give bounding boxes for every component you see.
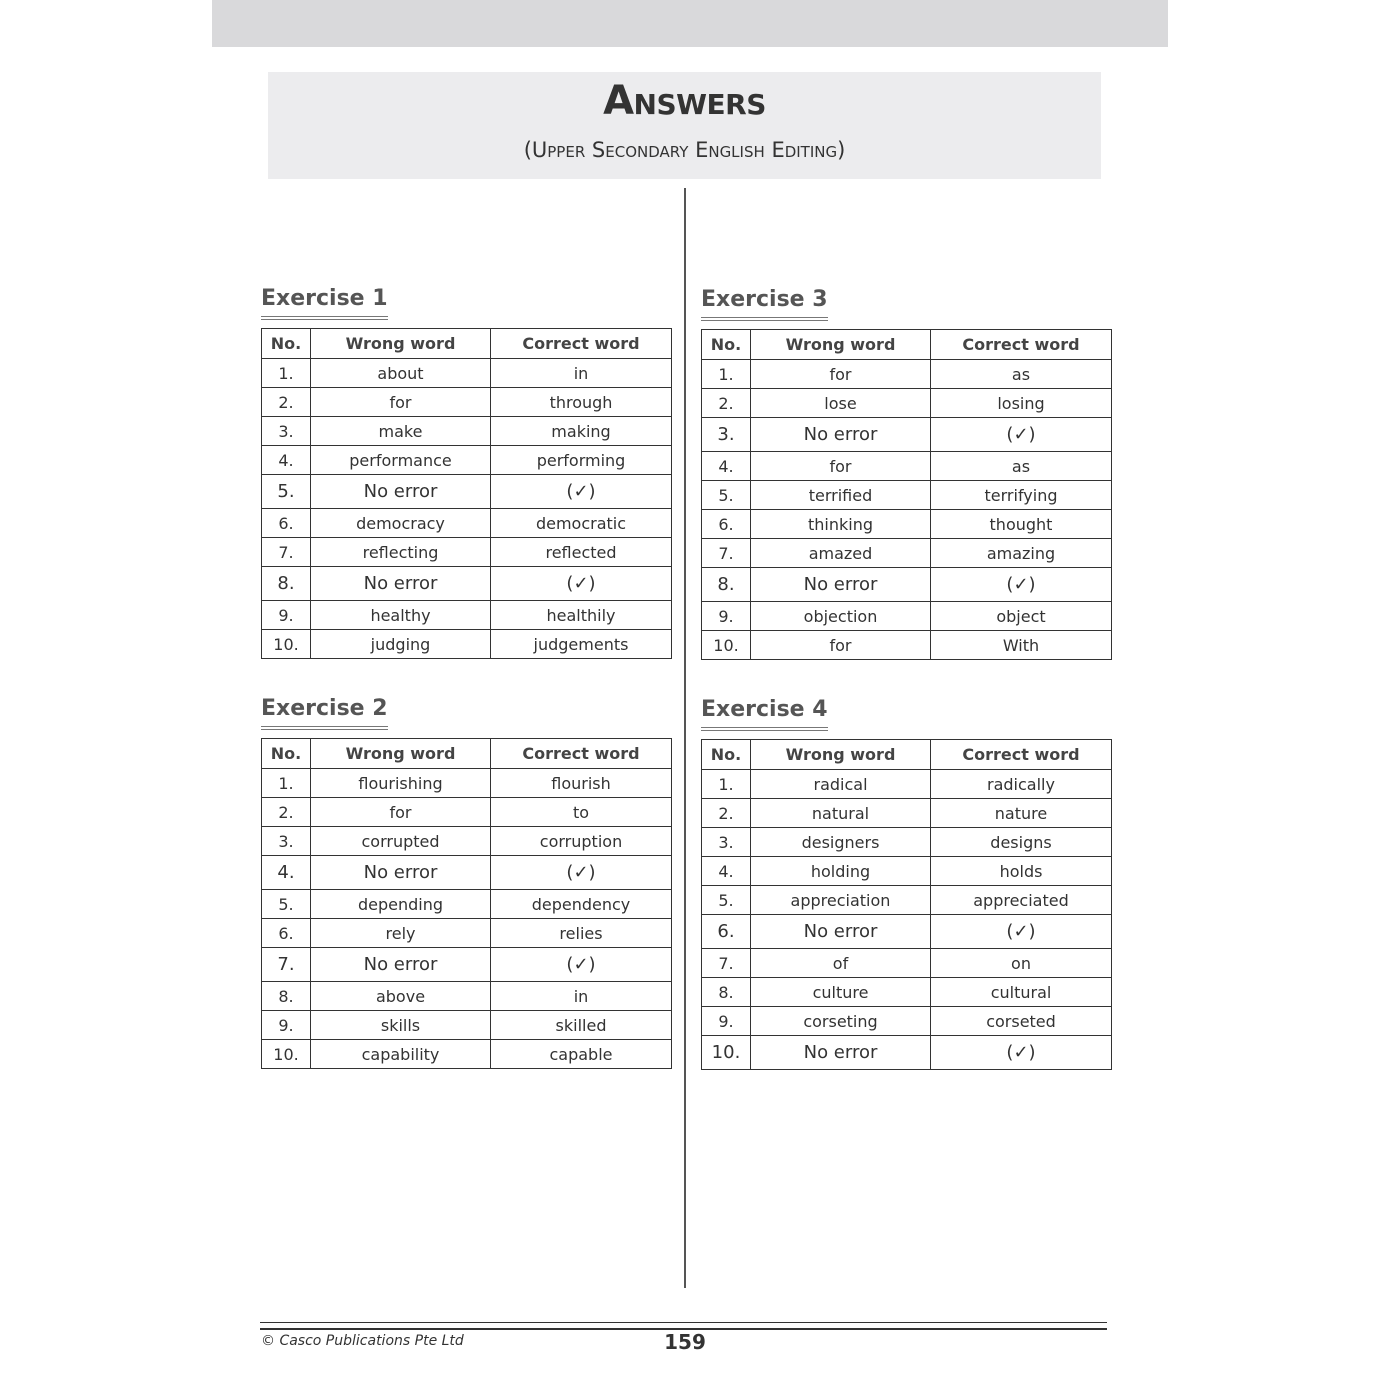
correct-word-cell: flourish [491, 769, 672, 798]
header-correct-word: Correct word [931, 330, 1112, 360]
row-number: 5. [262, 890, 311, 919]
correct-word-cell: in [491, 982, 672, 1011]
wrong-word-cell: skills [311, 1011, 491, 1040]
correct-word-cell: making [491, 417, 672, 446]
table-row [262, 1011, 672, 1040]
row-number: 3. [702, 828, 751, 857]
header-correct-word: Correct word [491, 329, 672, 359]
wrong-word-cell: designers [751, 828, 931, 857]
page-subtitle: (Upper Secondary English Editing) [523, 138, 846, 162]
correct-word-cell: With [931, 631, 1112, 660]
header-correct-word: Correct word [491, 739, 672, 769]
header-wrong-word: Wrong word [751, 740, 931, 770]
row-number: 1. [702, 360, 751, 389]
correct-word-cell: (✓) [491, 856, 672, 890]
row-number: 7. [702, 539, 751, 568]
correct-word-cell: nature [931, 799, 1112, 828]
correct-word-cell: holds [931, 857, 1112, 886]
correct-word-cell: dependency [491, 890, 672, 919]
correct-word-cell: (✓) [931, 1036, 1112, 1070]
table-row [262, 601, 672, 630]
wrong-word-cell: No error [311, 567, 491, 601]
header-wrong-word: Wrong word [311, 329, 491, 359]
header-wrong-word: Wrong word [751, 330, 931, 360]
wrong-word-cell: radical [751, 770, 931, 799]
footer-rule [260, 1322, 1107, 1330]
wrong-word-cell: flourishing [311, 769, 491, 798]
wrong-word-cell: No error [311, 948, 491, 982]
table-row [702, 1036, 1112, 1070]
wrong-word-cell: rely [311, 919, 491, 948]
table-row [702, 857, 1112, 886]
wrong-word-cell: amazed [751, 539, 931, 568]
wrong-word-cell: culture [751, 978, 931, 1007]
wrong-word-cell: performance [311, 446, 491, 475]
table-header-row [262, 329, 672, 359]
wrong-word-cell: No error [751, 568, 931, 602]
row-number: 2. [262, 388, 311, 417]
table-header-row [262, 739, 672, 769]
header-no: No. [262, 739, 311, 769]
correct-word-cell: through [491, 388, 672, 417]
correct-word-cell: healthily [491, 601, 672, 630]
row-number: 3. [702, 418, 751, 452]
exercise-title: Exercise 2 [261, 694, 388, 730]
correct-word-cell: judgements [491, 630, 672, 659]
answer-table [261, 328, 672, 659]
wrong-word-cell: holding [751, 857, 931, 886]
table-row [702, 1007, 1112, 1036]
correct-word-cell: object [931, 602, 1112, 631]
wrong-word-cell: objection [751, 602, 931, 631]
scan-edge [212, 0, 1168, 47]
correct-word-cell: radically [931, 770, 1112, 799]
correct-word-cell: as [931, 360, 1112, 389]
table-row [262, 890, 672, 919]
table-row [262, 1040, 672, 1069]
wrong-word-cell: healthy [311, 601, 491, 630]
table-row [702, 510, 1112, 539]
exercise-title: Exercise 4 [701, 695, 828, 731]
table-row [262, 567, 672, 601]
wrong-word-cell: corseting [751, 1007, 931, 1036]
correct-word-cell: performing [491, 446, 672, 475]
answer-table [261, 738, 672, 1069]
row-number: 5. [262, 475, 311, 509]
wrong-word-cell: appreciation [751, 886, 931, 915]
wrong-word-cell: depending [311, 890, 491, 919]
correct-word-cell: (✓) [491, 948, 672, 982]
wrong-word-cell: about [311, 359, 491, 388]
correct-word-cell: in [491, 359, 672, 388]
table-row [262, 538, 672, 567]
table-row [702, 452, 1112, 481]
row-number: 8. [262, 567, 311, 601]
correct-word-cell: (✓) [931, 568, 1112, 602]
row-number: 9. [262, 1011, 311, 1040]
row-number: 8. [702, 978, 751, 1007]
table-header-row [702, 740, 1112, 770]
table-row [702, 799, 1112, 828]
table-row [262, 388, 672, 417]
header-wrong-word: Wrong word [311, 739, 491, 769]
wrong-word-cell: of [751, 949, 931, 978]
table-header-row [702, 330, 1112, 360]
answer-table [701, 329, 1112, 660]
exercise-title: Exercise 1 [261, 284, 388, 320]
row-number: 1. [262, 359, 311, 388]
table-row [702, 978, 1112, 1007]
table-row [702, 360, 1112, 389]
correct-word-cell: amazing [931, 539, 1112, 568]
exercise-3 [701, 285, 1111, 660]
column-divider [684, 188, 686, 1288]
row-number: 8. [702, 568, 751, 602]
copyright-notice: © Casco Publications Pte Ltd [261, 1333, 464, 1349]
row-number: 4. [702, 452, 751, 481]
correct-word-cell: as [931, 452, 1112, 481]
correct-word-cell: democratic [491, 509, 672, 538]
row-number: 10. [262, 1040, 311, 1069]
wrong-word-cell: above [311, 982, 491, 1011]
wrong-word-cell: corrupted [311, 827, 491, 856]
wrong-word-cell: No error [751, 418, 931, 452]
correct-word-cell: corseted [931, 1007, 1112, 1036]
table-row [262, 769, 672, 798]
correct-word-cell: terrifying [931, 481, 1112, 510]
table-row [702, 539, 1112, 568]
row-number: 7. [262, 948, 311, 982]
exercise-1 [261, 284, 671, 659]
correct-word-cell: skilled [491, 1011, 672, 1040]
row-number: 6. [702, 510, 751, 539]
row-number: 8. [262, 982, 311, 1011]
table-row [702, 389, 1112, 418]
table-row [702, 631, 1112, 660]
correct-word-cell: relies [491, 919, 672, 948]
row-number: 6. [262, 919, 311, 948]
wrong-word-cell: capability [311, 1040, 491, 1069]
header-no: No. [702, 740, 751, 770]
wrong-word-cell: terrified [751, 481, 931, 510]
row-number: 2. [262, 798, 311, 827]
row-number: 4. [262, 856, 311, 890]
row-number: 7. [702, 949, 751, 978]
wrong-word-cell: democracy [311, 509, 491, 538]
table-row [262, 827, 672, 856]
answer-table [701, 739, 1112, 1070]
wrong-word-cell: lose [751, 389, 931, 418]
table-row [262, 509, 672, 538]
correct-word-cell: reflected [491, 538, 672, 567]
wrong-word-cell: No error [311, 475, 491, 509]
table-row [262, 475, 672, 509]
row-number: 1. [262, 769, 311, 798]
wrong-word-cell: for [311, 798, 491, 827]
table-row [702, 481, 1112, 510]
table-row [262, 948, 672, 982]
correct-word-cell: corruption [491, 827, 672, 856]
table-row [702, 949, 1112, 978]
exercise-4 [701, 695, 1111, 1070]
correct-word-cell: appreciated [931, 886, 1112, 915]
correct-word-cell: losing [931, 389, 1112, 418]
wrong-word-cell: reflecting [311, 538, 491, 567]
table-row [262, 982, 672, 1011]
correct-word-cell: (✓) [931, 915, 1112, 949]
exercise-title: Exercise 3 [701, 285, 828, 321]
row-number: 2. [702, 799, 751, 828]
correct-word-cell: thought [931, 510, 1112, 539]
wrong-word-cell: No error [751, 1036, 931, 1070]
table-row [262, 630, 672, 659]
correct-word-cell: designs [931, 828, 1112, 857]
correct-word-cell: (✓) [491, 567, 672, 601]
correct-word-cell: (✓) [931, 418, 1112, 452]
table-row [262, 417, 672, 446]
row-number: 4. [702, 857, 751, 886]
row-number: 7. [262, 538, 311, 567]
wrong-word-cell: judging [311, 630, 491, 659]
row-number: 1. [702, 770, 751, 799]
table-row [262, 919, 672, 948]
row-number: 3. [262, 827, 311, 856]
wrong-word-cell: for [751, 452, 931, 481]
row-number: 9. [702, 602, 751, 631]
row-number: 4. [262, 446, 311, 475]
correct-word-cell: (✓) [491, 475, 672, 509]
wrong-word-cell: for [311, 388, 491, 417]
wrong-word-cell: No error [311, 856, 491, 890]
wrong-word-cell: for [751, 360, 931, 389]
row-number: 9. [262, 601, 311, 630]
row-number: 10. [702, 631, 751, 660]
row-number: 6. [702, 915, 751, 949]
table-row [702, 915, 1112, 949]
row-number: 10. [262, 630, 311, 659]
header-no: No. [702, 330, 751, 360]
table-row [262, 798, 672, 827]
table-row [702, 568, 1112, 602]
exercise-2 [261, 694, 671, 1069]
table-row [702, 602, 1112, 631]
wrong-word-cell: No error [751, 915, 931, 949]
row-number: 5. [702, 481, 751, 510]
correct-word-cell: on [931, 949, 1112, 978]
table-row [262, 856, 672, 890]
table-row [702, 828, 1112, 857]
header-correct-word: Correct word [931, 740, 1112, 770]
page-number: 159 [664, 1330, 706, 1354]
table-row [702, 770, 1112, 799]
row-number: 5. [702, 886, 751, 915]
correct-word-cell: capable [491, 1040, 672, 1069]
correct-word-cell: cultural [931, 978, 1112, 1007]
row-number: 2. [702, 389, 751, 418]
table-row [702, 886, 1112, 915]
row-number: 6. [262, 509, 311, 538]
row-number: 10. [702, 1036, 751, 1070]
row-number: 3. [262, 417, 311, 446]
page-title: Answers [603, 78, 766, 124]
wrong-word-cell: make [311, 417, 491, 446]
wrong-word-cell: for [751, 631, 931, 660]
table-row [702, 418, 1112, 452]
correct-word-cell: to [491, 798, 672, 827]
table-row [262, 359, 672, 388]
wrong-word-cell: natural [751, 799, 931, 828]
wrong-word-cell: thinking [751, 510, 931, 539]
row-number: 9. [702, 1007, 751, 1036]
table-row [262, 446, 672, 475]
header-no: No. [262, 329, 311, 359]
